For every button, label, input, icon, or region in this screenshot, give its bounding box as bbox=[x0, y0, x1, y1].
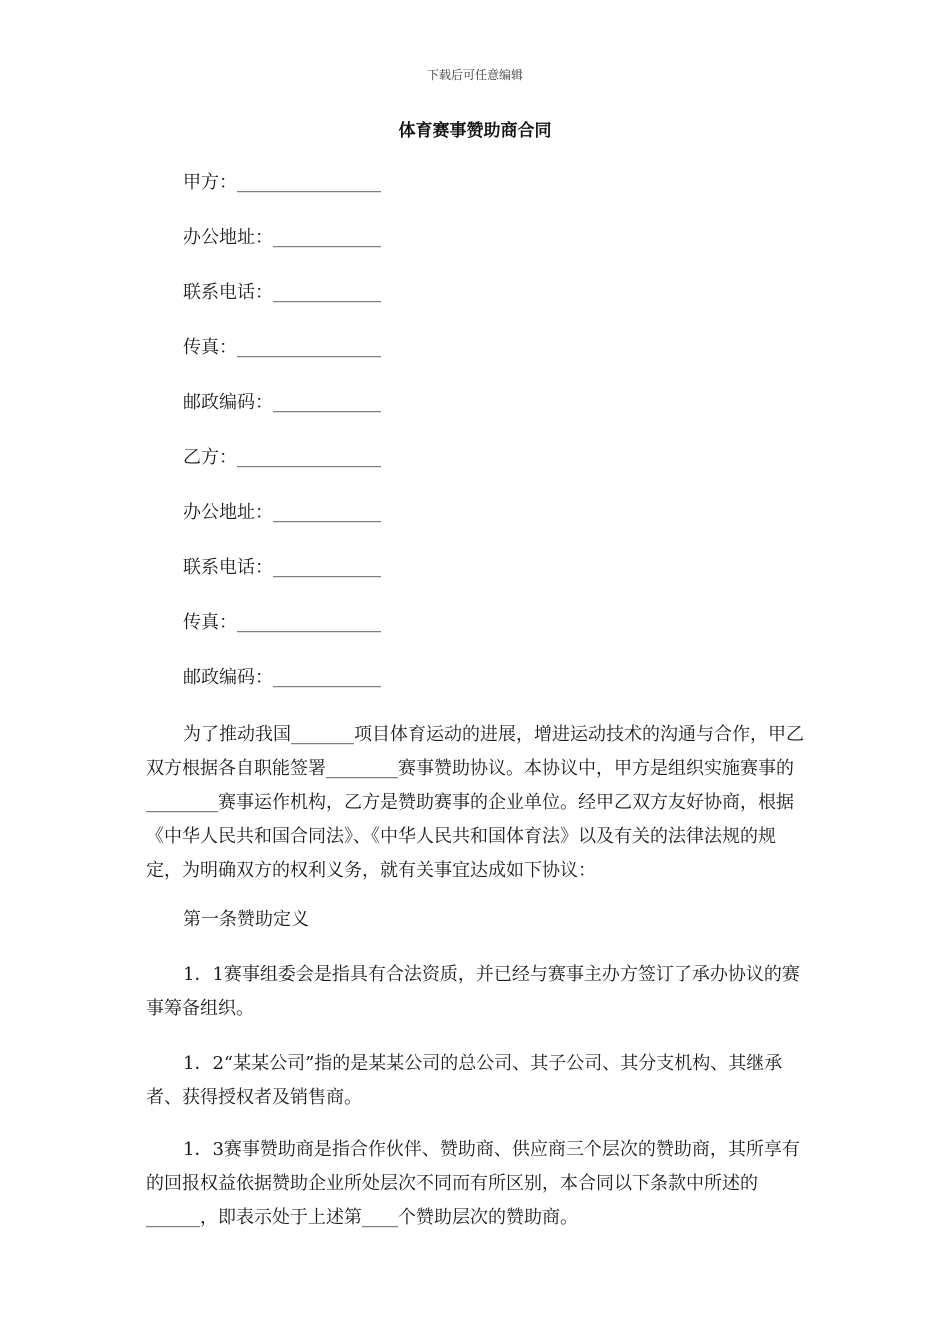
party-b-address-field: 办公地址：____________ bbox=[183, 502, 381, 523]
party-info-list bbox=[183, 171, 803, 721]
clause-1-2: 1．2“某某公司”指的是某某公司的总公司、其子公司、其分支机构、其继承者、获得授权者及销售商。 bbox=[146, 1053, 783, 1108]
party-b-postcode-field: 邮政编码：____________ bbox=[183, 667, 381, 688]
clause-1-3: 1．3赛事赞助商是指合作伙伴、赞助商、供应商三个层次的赞助商，其所享有的回报权益依据赞助企业所处层次不同而有所区别，本合同以下条款中所述的______，即表示处于上述第____个赞助层次的赞助商。 bbox=[146, 1139, 800, 1228]
party-a-fax-field: 传真：________________ bbox=[183, 337, 381, 358]
party-b-name-field: 乙方：________________ bbox=[183, 447, 381, 468]
party-a-address-field: 办公地址：____________ bbox=[183, 227, 381, 248]
party-a-postcode-field: 邮政编码：____________ bbox=[183, 392, 381, 413]
document-title: 体育赛事赞助商合同 bbox=[398, 121, 552, 141]
party-b-phone-field: 联系电话：____________ bbox=[183, 557, 381, 578]
party-a-name-field: 甲方：________________ bbox=[183, 172, 381, 193]
intro-paragraph: 为了推动我国_______项目体育运动的进展，增进运动技术的沟通与合作，甲乙双方根据各自职能签署________赛事赞助协议。本协议中，甲方是组织实施赛事的________赛事运作机构，乙方是赞助赛事的企业单位。经甲乙双方友好协商，根据《中华人民共和国合同法》、《中华人民共和国体育法》以及有关的法律法规的规定，为明确双方的权利义务，就有关事宜达成如下协议： bbox=[146, 724, 804, 881]
article-1-heading: 第一条赞助定义 bbox=[183, 909, 309, 930]
clause-1-1: 1．1赛事组委会是指具有合法资质，并已经与赛事主办方签订了承办协议的赛事筹备组织。 bbox=[146, 964, 800, 1019]
party-a-phone-field: 联系电话：____________ bbox=[183, 282, 381, 303]
header-note: 下载后可任意编辑 bbox=[426, 68, 523, 82]
party-b-fax-field: 传真：________________ bbox=[183, 612, 381, 633]
